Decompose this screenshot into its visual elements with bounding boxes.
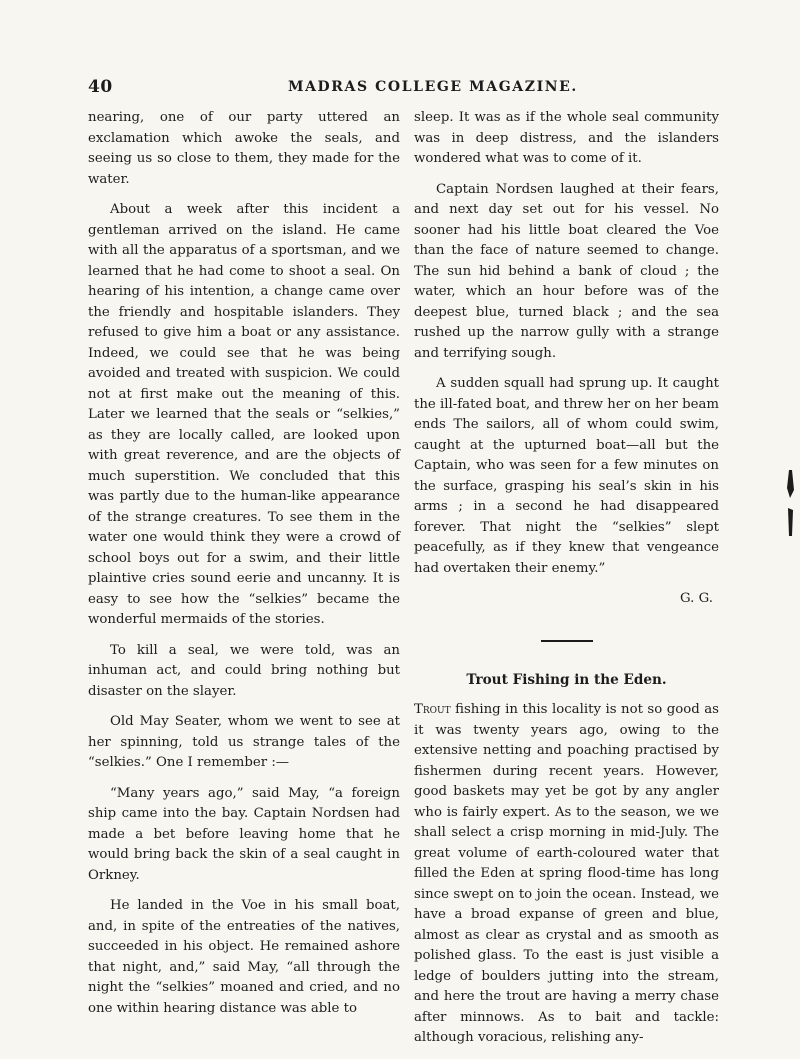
section-divider: [541, 640, 593, 642]
author-signature: G. G.: [680, 591, 713, 606]
paragraph: About a week after this incident a gentleman arrived on the island. He came with all the apparatus of a sportsman, and we learned that he had come to shoot a seal. On hearing of his intention, a change came over the friendly and hospitable islanders. They refused to give him a boat or any assistance. Indeed, we could see that he was being avoided and treated with suspicion. We could not at first make out the meaning of this. Later we learned that the seals or “selkies,” as they are locally called, are looked upon with great reverence, and are the objects of much superstition. We concluded that this was partly due to the human-like appearance of the strange creatures. To see them in the water one would think they were a crowd of school boys out for a swim, and their little plaintive cries sound eerie and uncanny. It is easy to see how the “selkies” became the wonderful mermaids of the stories.: [88, 202, 400, 627]
article-paragraph: [414, 700, 719, 1049]
paragraph: To kill a seal, we were told, was an inhuman act, and could bring nothing but disaster on the slayer.: [88, 642, 400, 699]
paragraph: Old May Seater, whom we went to see at her spinning, told us strange tales of the “selkies.” One I remember :—: [88, 714, 400, 770]
right-column: [414, 108, 719, 1059]
paragraph: A sudden squall had sprung up. It caught the ill-fated boat, and threw her on her beam ends The sailors, all of whom could swim, caught at the upturned boat—all but the Captain, who was seen for a few minutes on the surface, grasping his seal’s skin in his arms ; in a second he had disappeared forever. That night the “selkies” slept peacefully, as if they knew that vengeance had overtaken their enemy.”: [414, 376, 720, 576]
paragraph: “Many years ago,” said May, “a foreign ship came into the bay. Captain Nordsen had made a bet before leaving home that he would bring back the skin of a seal caught in Orkney.: [88, 785, 400, 883]
paragraph: sleep. It was as if the whole seal community was in deep distress, and the islanders wondered what was to come of it.: [414, 110, 719, 166]
running-head: MADRAS COLLEGE MAGAZINE.: [288, 79, 578, 95]
article-first-word: Trout: [414, 702, 451, 717]
paragraph: nearing, one of our party uttered an exclamation which awoke the seals, and seeing us so close to them, they made for the water.: [88, 110, 400, 187]
paragraph: Captain Nordsen laughed at their fears, and next day set out for his vessel. No sooner had his little boat cleared the Voe than the face of nature seemed to change. The sun hid behind a bank of cloud ; the water, which an hour before was of the deepest blue, turned black ; and the sea rushed up the narrow gully with a strange and terrifying sough.: [414, 181, 719, 361]
left-column: [88, 108, 400, 1029]
article-title: Trout Fishing in the Eden.: [466, 671, 667, 688]
paragraph: He landed in the Voe in his small boat, and, in spite of the entreaties of the natives, succeeded in his object. He remained ashore that night, and,” said May, “all through the night the “selkies” moaned and cried, and no one within hearing distance was able to: [88, 898, 400, 1016]
page-number: 40: [88, 77, 113, 97]
article-body: fishing in this locality is not so good as it was twenty years ago, owing to the extensive netting and poaching practised by fishermen during recent years. However, good baskets may yet be got by any angler who is fairly expert. As to the season, we we shall select a crisp morning in mid-July. The great volume of earth-coloured water that filled the Eden at spring flood-time has long since swept on to join the ocean. Instead, we have a broad expanse of green and blue, almost as clear as crystal and as smooth as polished glass. To the east is just visible a ledge of boulders jutting into the stream, and here the trout are having a merry chase after minnows. As to bait and tackle: although voracious, relishing any-: [414, 702, 719, 1045]
page-edge-marks: [783, 468, 797, 538]
